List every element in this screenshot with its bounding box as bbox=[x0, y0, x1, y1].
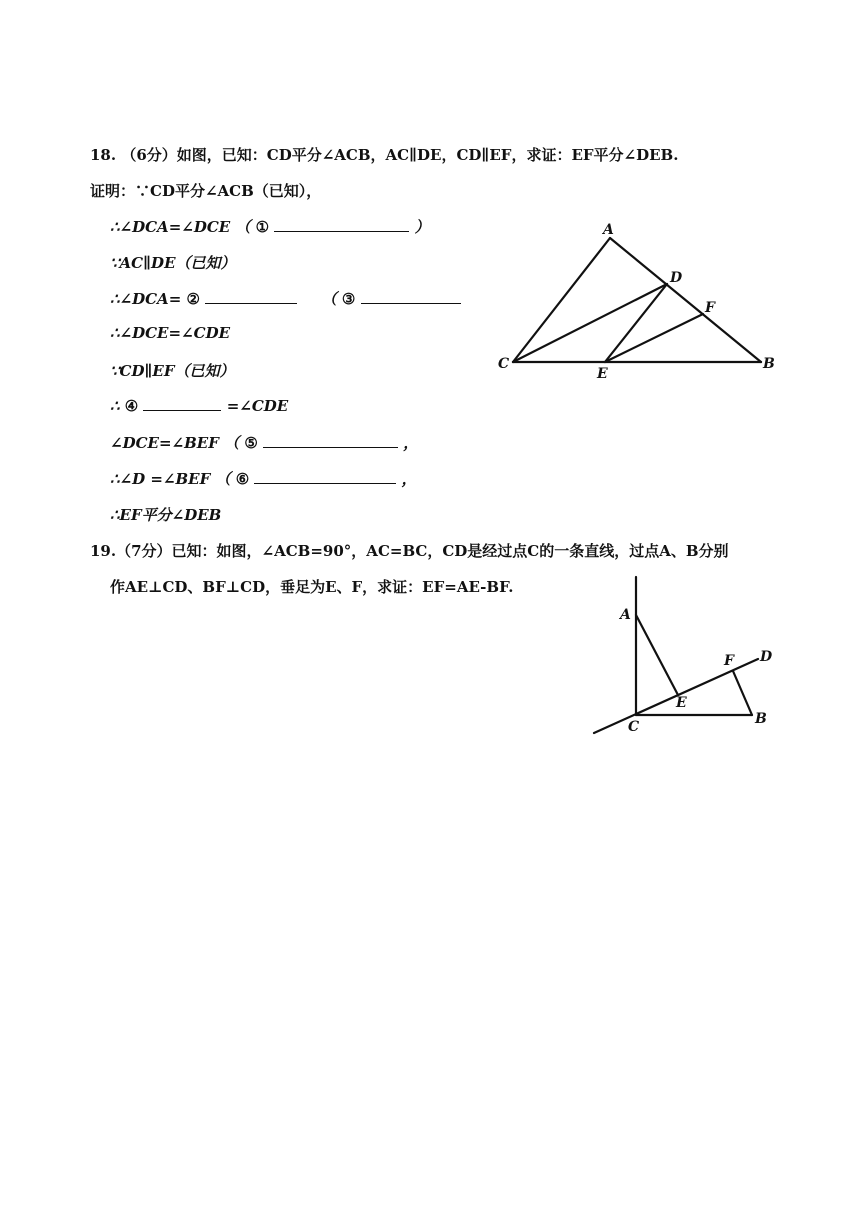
q19-label-C: C bbox=[628, 719, 640, 735]
q18-marker-3: ③ bbox=[341, 290, 356, 308]
q18-line-3-open: （ bbox=[321, 290, 337, 308]
q18-line-8 bbox=[110, 468, 417, 489]
q18-label-A: A bbox=[603, 222, 614, 238]
q18-line-1 bbox=[110, 216, 430, 237]
q18-blank-3[interactable] bbox=[361, 289, 461, 304]
q18-header: 18. （6分）如图，已知：CD平分∠ACB，AC∥DE，CD∥EF，求证：EF平分∠DEB. bbox=[90, 146, 679, 164]
q18-line-1-close: ） bbox=[414, 218, 430, 236]
q19-seg-BF bbox=[733, 671, 752, 715]
q19-line-1: 19.（7分）已知：如图，∠ACB=90°，AC=BC，CD是经过点C的一条直线，过点A、B分别 bbox=[90, 542, 729, 560]
q18-line-7-close: ， bbox=[403, 434, 419, 452]
q18-seg-DE bbox=[605, 284, 667, 362]
q18-line-6 bbox=[110, 396, 288, 415]
q19-label-F: F bbox=[724, 653, 734, 669]
q18-line-8-close: ， bbox=[401, 470, 417, 488]
q18-line-6-text: ∴ bbox=[110, 397, 120, 415]
q18-line-1-text: ∴∠DCA=∠DCE （ bbox=[110, 218, 251, 236]
q18-line-6-end: =∠CDE bbox=[226, 397, 289, 415]
q19-figure bbox=[590, 575, 790, 745]
q18-line-9: ∴EF平分∠DEB bbox=[110, 506, 222, 524]
q19-label-D: D bbox=[760, 649, 773, 665]
q18-seg-EF bbox=[605, 314, 703, 362]
q18-proof-intro: 证明：∵CD平分∠ACB（已知）， bbox=[90, 182, 322, 200]
q18-marker-6: ⑥ bbox=[235, 470, 250, 488]
q18-line-5: ∵CD∥EF（已知） bbox=[110, 362, 235, 380]
q19-label-B: B bbox=[755, 711, 767, 727]
q18-label-C: C bbox=[498, 356, 510, 372]
q19-line-2: 作AE⊥CD、BF⊥CD，垂足为E、F，求证：EF=AE-BF. bbox=[110, 578, 514, 596]
q18-marker-5: ⑤ bbox=[244, 434, 258, 452]
q18-seg-CA bbox=[513, 238, 610, 362]
q18-line-3 bbox=[110, 288, 461, 309]
q19-seg-AE bbox=[636, 615, 678, 695]
q18-seg-CD bbox=[513, 284, 667, 362]
q18-line-2: ∵AC∥DE（已知） bbox=[110, 254, 236, 272]
q18-marker-4: ④ bbox=[124, 397, 139, 415]
q19-label-A: A bbox=[620, 607, 631, 623]
q18-blank-6[interactable] bbox=[254, 469, 396, 484]
q18-line-7 bbox=[110, 432, 418, 453]
q18-blank-4[interactable] bbox=[143, 396, 221, 411]
q18-line-4: ∴∠DCE=∠CDE bbox=[110, 324, 231, 342]
q18-label-F: F bbox=[705, 300, 715, 316]
q18-figure bbox=[495, 222, 795, 392]
q18-blank-1[interactable] bbox=[274, 217, 409, 232]
q18-seg-AB bbox=[610, 238, 761, 362]
q19-label-E: E bbox=[676, 695, 687, 711]
q18-label-B: B bbox=[763, 356, 775, 372]
q18-marker-1: ① bbox=[255, 218, 270, 236]
q18-line-3-text: ∴∠DCA= bbox=[110, 290, 182, 308]
q18-line-8-text: ∴∠D =∠BEF （ bbox=[110, 470, 231, 488]
q18-blank-2[interactable] bbox=[205, 289, 297, 304]
q18-label-E: E bbox=[597, 366, 608, 382]
q18-marker-2: ② bbox=[186, 290, 200, 308]
q18-label-D: D bbox=[670, 270, 683, 286]
q18-line-7-text: ∠DCE=∠BEF （ bbox=[110, 434, 240, 452]
q18-blank-5[interactable] bbox=[263, 433, 398, 448]
